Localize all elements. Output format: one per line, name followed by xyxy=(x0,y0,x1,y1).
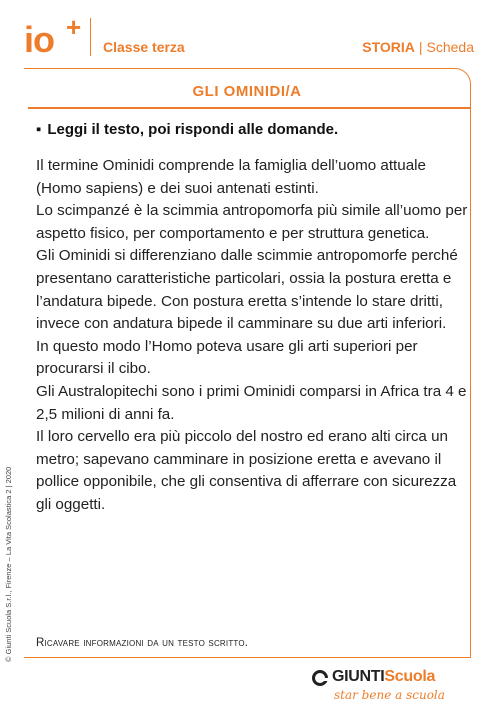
logo-plus-icon: + xyxy=(66,12,82,42)
class-label: Classe terza xyxy=(103,39,185,55)
subject-block xyxy=(362,39,474,55)
skill-note: Ricavare informazioni da un testo scritto. xyxy=(36,637,249,649)
title-divider xyxy=(28,107,470,109)
paragraph: Il loro cervello era più piccolo del nostro ed erano alti circa un metro; sapevano camminare in posizione eretta e avevano il pollice opponibile, che gli consentiva di afferrare con sicurezza gli oggetti. xyxy=(36,428,457,513)
paragraph: Gli Ominidi si differenziano dalle scimmie antropomorfe perché presentano caratteristiche particolari, ossia la postura eretta e l’andatura bipede. Con postura eretta s’intende lo stare dritti, invece con andatura bipede il camminare su due arti inferiori. xyxy=(36,247,458,333)
brand-name-light: Scuola xyxy=(384,668,436,685)
worksheet-card xyxy=(24,68,471,658)
paragraph: In questo modo l’Homo poteva usare gli arti superiori per procurarsi il cibo. xyxy=(36,337,418,378)
instruction xyxy=(36,121,338,138)
subject-label: STORIA xyxy=(362,39,415,55)
sheet-type-label: Scheda xyxy=(426,39,474,55)
bullet-icon: ▪ xyxy=(36,121,42,138)
reading-text xyxy=(36,155,468,517)
header-divider xyxy=(90,18,91,56)
instruction-text: Leggi il testo, poi rispondi alle domande. xyxy=(47,121,339,138)
paragraph: Gli Australopitechi sono i primi Ominidi comparsi in Africa tra 4 e 2,5 milioni di anni fa. xyxy=(36,382,467,423)
brand-name xyxy=(332,668,435,686)
paragraph: Il termine Ominidi comprende la famiglia dell’uomo attuale (Homo sapiens) e dei suoi antenati estinti. xyxy=(36,157,426,197)
brand-name-bold: GIUNTI xyxy=(332,668,385,685)
paragraph: Lo scimpanzé è la scimmia antropomorfa più simile all’uomo per aspetto fisico, per comportamento e per struttura genetica. xyxy=(36,202,468,242)
worksheet-title: GLI OMINIDI/A xyxy=(192,83,302,100)
copyright-notice: © Giunti Scuola S.r.l., Firenze – La Vita Scolastica 2 | 2020 xyxy=(4,466,13,662)
logo-text: io xyxy=(24,19,54,60)
subject-separator: | xyxy=(418,39,423,55)
giunti-scuola-logo xyxy=(312,668,472,708)
giunti-g-icon xyxy=(312,670,328,686)
io-plus-logo xyxy=(24,12,82,60)
brand-tagline: star bene a scuola xyxy=(334,688,445,702)
